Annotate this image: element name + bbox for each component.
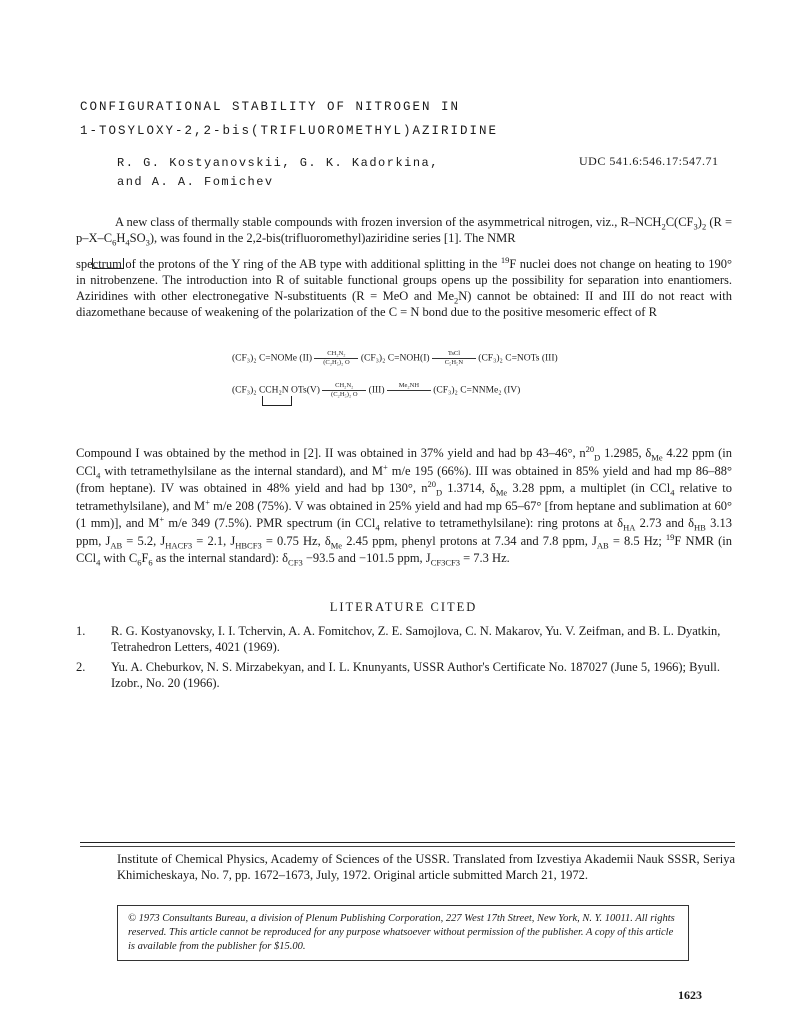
footer-divider-thin — [80, 846, 735, 847]
page-number: 1623 — [678, 988, 702, 1002]
compound-IV: (CF₃)₂ C=NNMe₂ (IV) — [433, 385, 521, 396]
scheme-ring-bracket — [262, 396, 292, 406]
copyright-box: © 1973 Consultants Bureau, a division of Plenum Publishing Corporation, 227 West 17th Street, New York, N. Y. 10011. All rights reserved. This article cannot be reproduced for any purpose whatsoever without permission of the publisher. A copy of this article is available from the publisher for $15.00. — [117, 905, 689, 961]
institution-footnote: Institute of Chemical Physics, Academy of Sciences of the USSR. Translated from Izvestiya Akademii Nauk SSSR, Seriya Khimicheskaya, No. 7, pp. 1672–1673, July, 1972. Original article submitted March 21, 1972. — [117, 852, 735, 882]
reaction-arrow: $\frac{\text{CH₂N₂}}{\text{(C₂H₅)₂ O}}$ — [314, 350, 358, 367]
title-line-2: 1-TOSYLOXY-2,2-bis(TRIFLUOROMETHYL)AZIRIDINE — [80, 124, 499, 138]
compound-III-ref: (III) — [368, 385, 385, 396]
udc-code: UDC 541.6:546.17:547.71 — [579, 154, 719, 168]
experimental-paragraph: Compound I was obtained by the method in [2]. II was obtained in 37% yield and had bp 43–46°, $n^{20}_D$ 1.2985, $\delta_{Me}$ 4.22 ppm (in CCl$_4$ with tetramethylsilane as the internal standard), and M+ m/e 195 (66%). III was obtained in 85% yield and had mp 86–88° (from heptane). IV was obtained in 48% yield and had bp 130°, $n^{20}_D$ 1.3714, $\delta_{Me}$ 3.28 ppm, a multiplet (in CCl$_4$ relative to tetramethylsilane), and M+ m/e 208 (75%). V was obtained in 25% yield and had mp 65–67° [from heptane and sublimation at 60° (1 mm)], and M+ m/e 349 (7.5%). PMR spectrum (in CCl$_4$ relative to tetramethylsilane): ring protons at $\delta_{HA}$ 2.73 and $\delta_{HB}$ 3.13 ppm, $J_{AB} = 5.2$, $J_{HACF3} = 2.1$, $J_{HBCF3} = 0.75$ Hz, $\delta_{Me}$ 2.45 ppm, phenyl protons at 7.34 and 7.8 ppm, $J_{AB} = 8.5$ Hz; $^{19}$F NMR (in CCl$_4$ with $C_6F_6$ as the internal standard): $\delta_{CF3} -93.5$ and −101.5 ppm, $J_{CF3CF3} = 7.3$ Hz. — [76, 443, 732, 568]
footer-divider — [80, 842, 735, 843]
reaction-arrow: Me₂NH — [387, 382, 431, 399]
compound-II: (CF₃)₂ C=NOMe (II) — [232, 353, 313, 364]
compound-III: (CF₃)₂ C=NOTs (III) — [478, 353, 558, 364]
authors-line-1: R. G. Kostyanovskii, G. K. Kadorkina, — [117, 156, 439, 170]
intro-paragraph: A new class of thermally stable compounds with frozen inversion of the asymmetrical nitrogen, viz., $R-NCH_2C(CF_3)_2$ $(R = p-X-C_6H_4SO_3)$, was found in the 2,2-bis(trifluoromethyl)aziridine series [1]. The NMR spectrum of the protons of the Y ring of the AB type with additional splitting in the $^{19}$F nuclei does not change on heating to 190° in nitrobenzene. The introduction into R of suitable functional groups opens up the possibility for separation into enantiomers. Aziridines with other electronegative N-substituents (R = MeO and $Me_2N$) cannot be obtained: II and III do not react with diazomethane because of weakening of the polarization of the C = N bond due to the positive mesomeric effect of R — [76, 215, 733, 319]
reaction-scheme-row-1 — [232, 350, 558, 367]
compound-V: (CF₃)₂ CCH₂N OTs(V) — [232, 385, 320, 396]
author-list — [117, 154, 439, 192]
article-title — [80, 95, 740, 143]
reference-item: 1. R. G. Kostyanovsky, I. I. Tchervin, A. A. Fomitchov, Z. E. Samojlova, C. N. Makarov, Yu. V. Zeifman, and B. L. Dyatkin, Tetrahedron Letters, 4021 (1969). — [76, 624, 721, 654]
reference-item: 2. Yu. A. Cheburkov, N. S. Mirzabekyan, and I. L. Knunyants, USSR Author's Certificate No. 187027 (June 5, 1966); Byull. Izobr., No. 20 (1966). — [76, 660, 721, 690]
reaction-arrow: TsCl C₅H₅N — [432, 350, 476, 367]
reaction-arrow: $\frac{\text{CH₂N₂}}{\text{(C₂H₅)₂ O}}$ — [322, 382, 366, 399]
reference-list — [76, 623, 732, 695]
title-line-1: CONFIGURATIONAL STABILITY OF NITROGEN IN — [80, 100, 461, 114]
literature-heading: LITERATURE CITED — [329, 600, 478, 614]
compound-I: (CF₃)₂ C=NOH(I) — [360, 353, 430, 364]
authors-line-2: and A. A. Fomichev — [117, 175, 274, 189]
aziridine-ring-bracket — [92, 258, 124, 269]
